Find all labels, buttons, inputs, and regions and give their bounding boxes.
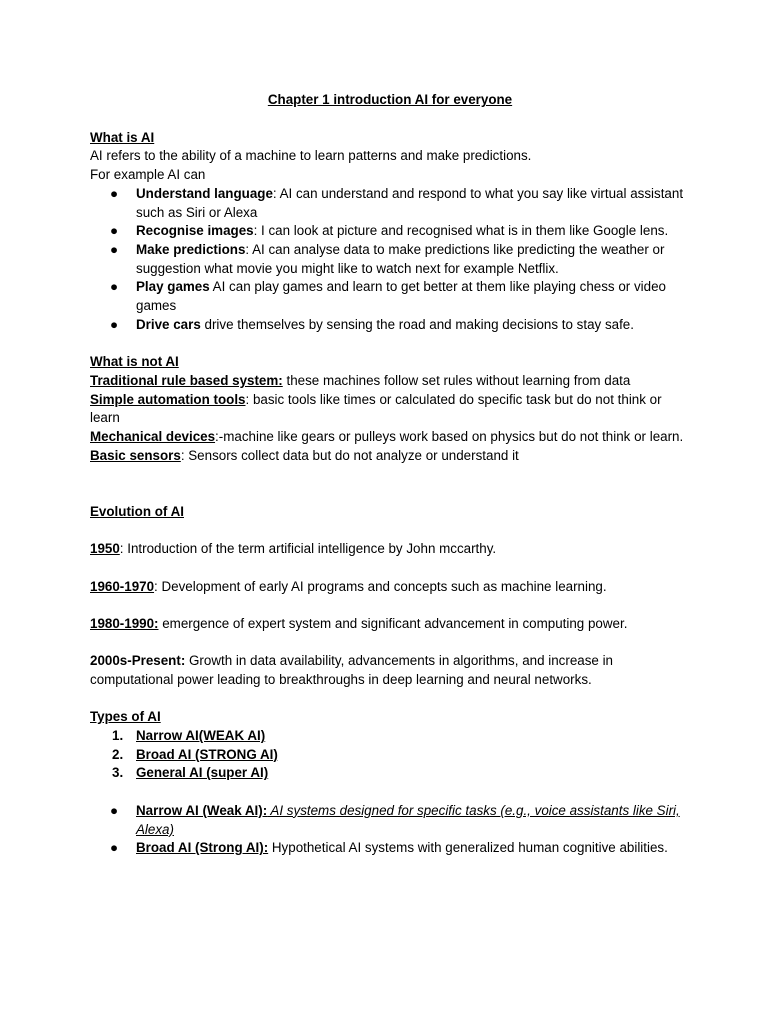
- timeline-text: Growth in data availability, advancements in algorithms, and increase in computational power leading to breakthroughs in deep learning and neural networks.: [90, 653, 614, 687]
- timeline-entry: [90, 615, 690, 634]
- bullet-icon: ●: [110, 279, 119, 295]
- list-item: [90, 316, 690, 335]
- page-title: Chapter 1 introduction AI for everyone: [267, 92, 513, 107]
- timeline-entry: [90, 652, 690, 689]
- list-item: [90, 241, 690, 278]
- spacer: [90, 783, 690, 802]
- description: : I can look at picture and recognised what is in them like Google lens.: [253, 223, 669, 239]
- section-heading-evolution: Evolution of AI: [90, 503, 184, 519]
- timeline-entry: [90, 578, 690, 597]
- list-item: [90, 746, 690, 765]
- spacer: [90, 465, 690, 484]
- term: Recognise images: [136, 223, 254, 239]
- timeline-text: : Introduction of the term artificial intelligence by John mccarthy.: [119, 541, 497, 557]
- definition-line: [90, 428, 690, 447]
- list-item: [90, 185, 690, 222]
- list-item: [90, 764, 690, 783]
- bullet-icon: ●: [110, 223, 119, 239]
- description: drive themselves by sensing the road and making decisions to stay safe.: [200, 316, 634, 332]
- spacer: [90, 334, 690, 353]
- spacer: [90, 690, 690, 709]
- description: : basic tools like times or calculated do specific task but do not think or learn: [90, 391, 662, 426]
- description: : AI can analyse data to make predictions like predicting the weather or suggestion what movie you might like to watch next for example Netflix.: [136, 241, 665, 276]
- spacer: [90, 521, 690, 540]
- timeline-text: : Development of early AI programs and concepts such as machine learning.: [154, 578, 607, 594]
- term: Drive cars: [136, 316, 201, 332]
- term: Narrow AI (Weak AI):: [136, 802, 268, 818]
- section-heading-what-is-not-ai: What is not AI: [90, 354, 179, 370]
- list-label: General AI (super AI): [136, 765, 269, 781]
- list-number: 1.: [112, 728, 124, 744]
- bullet-icon: ●: [110, 840, 119, 856]
- spacer: [90, 634, 690, 653]
- bullet-list: [90, 802, 690, 858]
- section-heading-types: Types of AI: [90, 709, 161, 725]
- definition-line: [90, 372, 690, 391]
- timeline-year: 1980-1990:: [90, 615, 159, 631]
- timeline-text: emergence of expert system and significant advancement in computing power.: [158, 615, 628, 631]
- list-item: [90, 222, 690, 241]
- document-body: [90, 91, 690, 858]
- list-label: Narrow AI(WEAK AI): [136, 728, 266, 744]
- list-item: [90, 727, 690, 746]
- paragraph: AI refers to the ability of a machine to learn patterns and make predictions.: [90, 148, 532, 164]
- timeline-entry: [90, 540, 690, 559]
- bullet-icon: ●: [110, 185, 119, 201]
- list-item: [90, 839, 690, 858]
- list-label: Broad AI (STRONG AI): [136, 746, 278, 762]
- term: Basic sensors: [90, 447, 181, 463]
- term: Mechanical devices: [90, 428, 216, 444]
- bullet-icon: ●: [110, 802, 119, 818]
- timeline-year: 2000s-Present:: [90, 653, 186, 669]
- timeline-year: 1950: [90, 541, 120, 557]
- description: these machines follow set rules without learning from data: [282, 372, 631, 388]
- description: : Sensors collect data but do not analyze or understand it: [180, 447, 519, 463]
- bullet-list: [90, 185, 690, 335]
- list-number: 2.: [112, 746, 124, 762]
- spacer: [90, 559, 690, 578]
- bullet-icon: ●: [110, 316, 119, 332]
- definition-line: [90, 447, 690, 466]
- timeline-year: 1960-1970: [90, 578, 155, 594]
- description: AI systems designed for specific tasks (e.g., voice assistants like Siri, Alexa): [136, 802, 680, 837]
- spacer: [90, 596, 690, 615]
- description: :-machine like gears or pulleys work based on physics but do not think or learn.: [215, 428, 684, 444]
- spacer: [90, 484, 690, 503]
- list-item: [90, 802, 690, 839]
- section-heading-what-is-ai: What is AI: [90, 129, 155, 145]
- bullet-icon: ●: [110, 241, 119, 257]
- definition-line: [90, 391, 690, 428]
- term: Broad AI (Strong AI):: [136, 840, 269, 856]
- description: Hypothetical AI systems with generalized human cognitive abilities.: [268, 840, 668, 856]
- term: Traditional rule based system:: [90, 372, 283, 388]
- description: : AI can understand and respond to what you say like virtual assistant such as Siri or Alexa: [136, 185, 684, 220]
- term: Make predictions: [136, 241, 246, 257]
- term: Play games: [136, 279, 210, 295]
- numbered-list: [90, 727, 690, 783]
- list-item: [90, 278, 690, 315]
- term: Understand language: [136, 185, 273, 201]
- term: Simple automation tools: [90, 391, 246, 407]
- description: AI can play games and learn to get better at them like playing chess or video games: [136, 279, 666, 314]
- list-number: 3.: [112, 765, 124, 781]
- paragraph: For example AI can: [90, 167, 206, 183]
